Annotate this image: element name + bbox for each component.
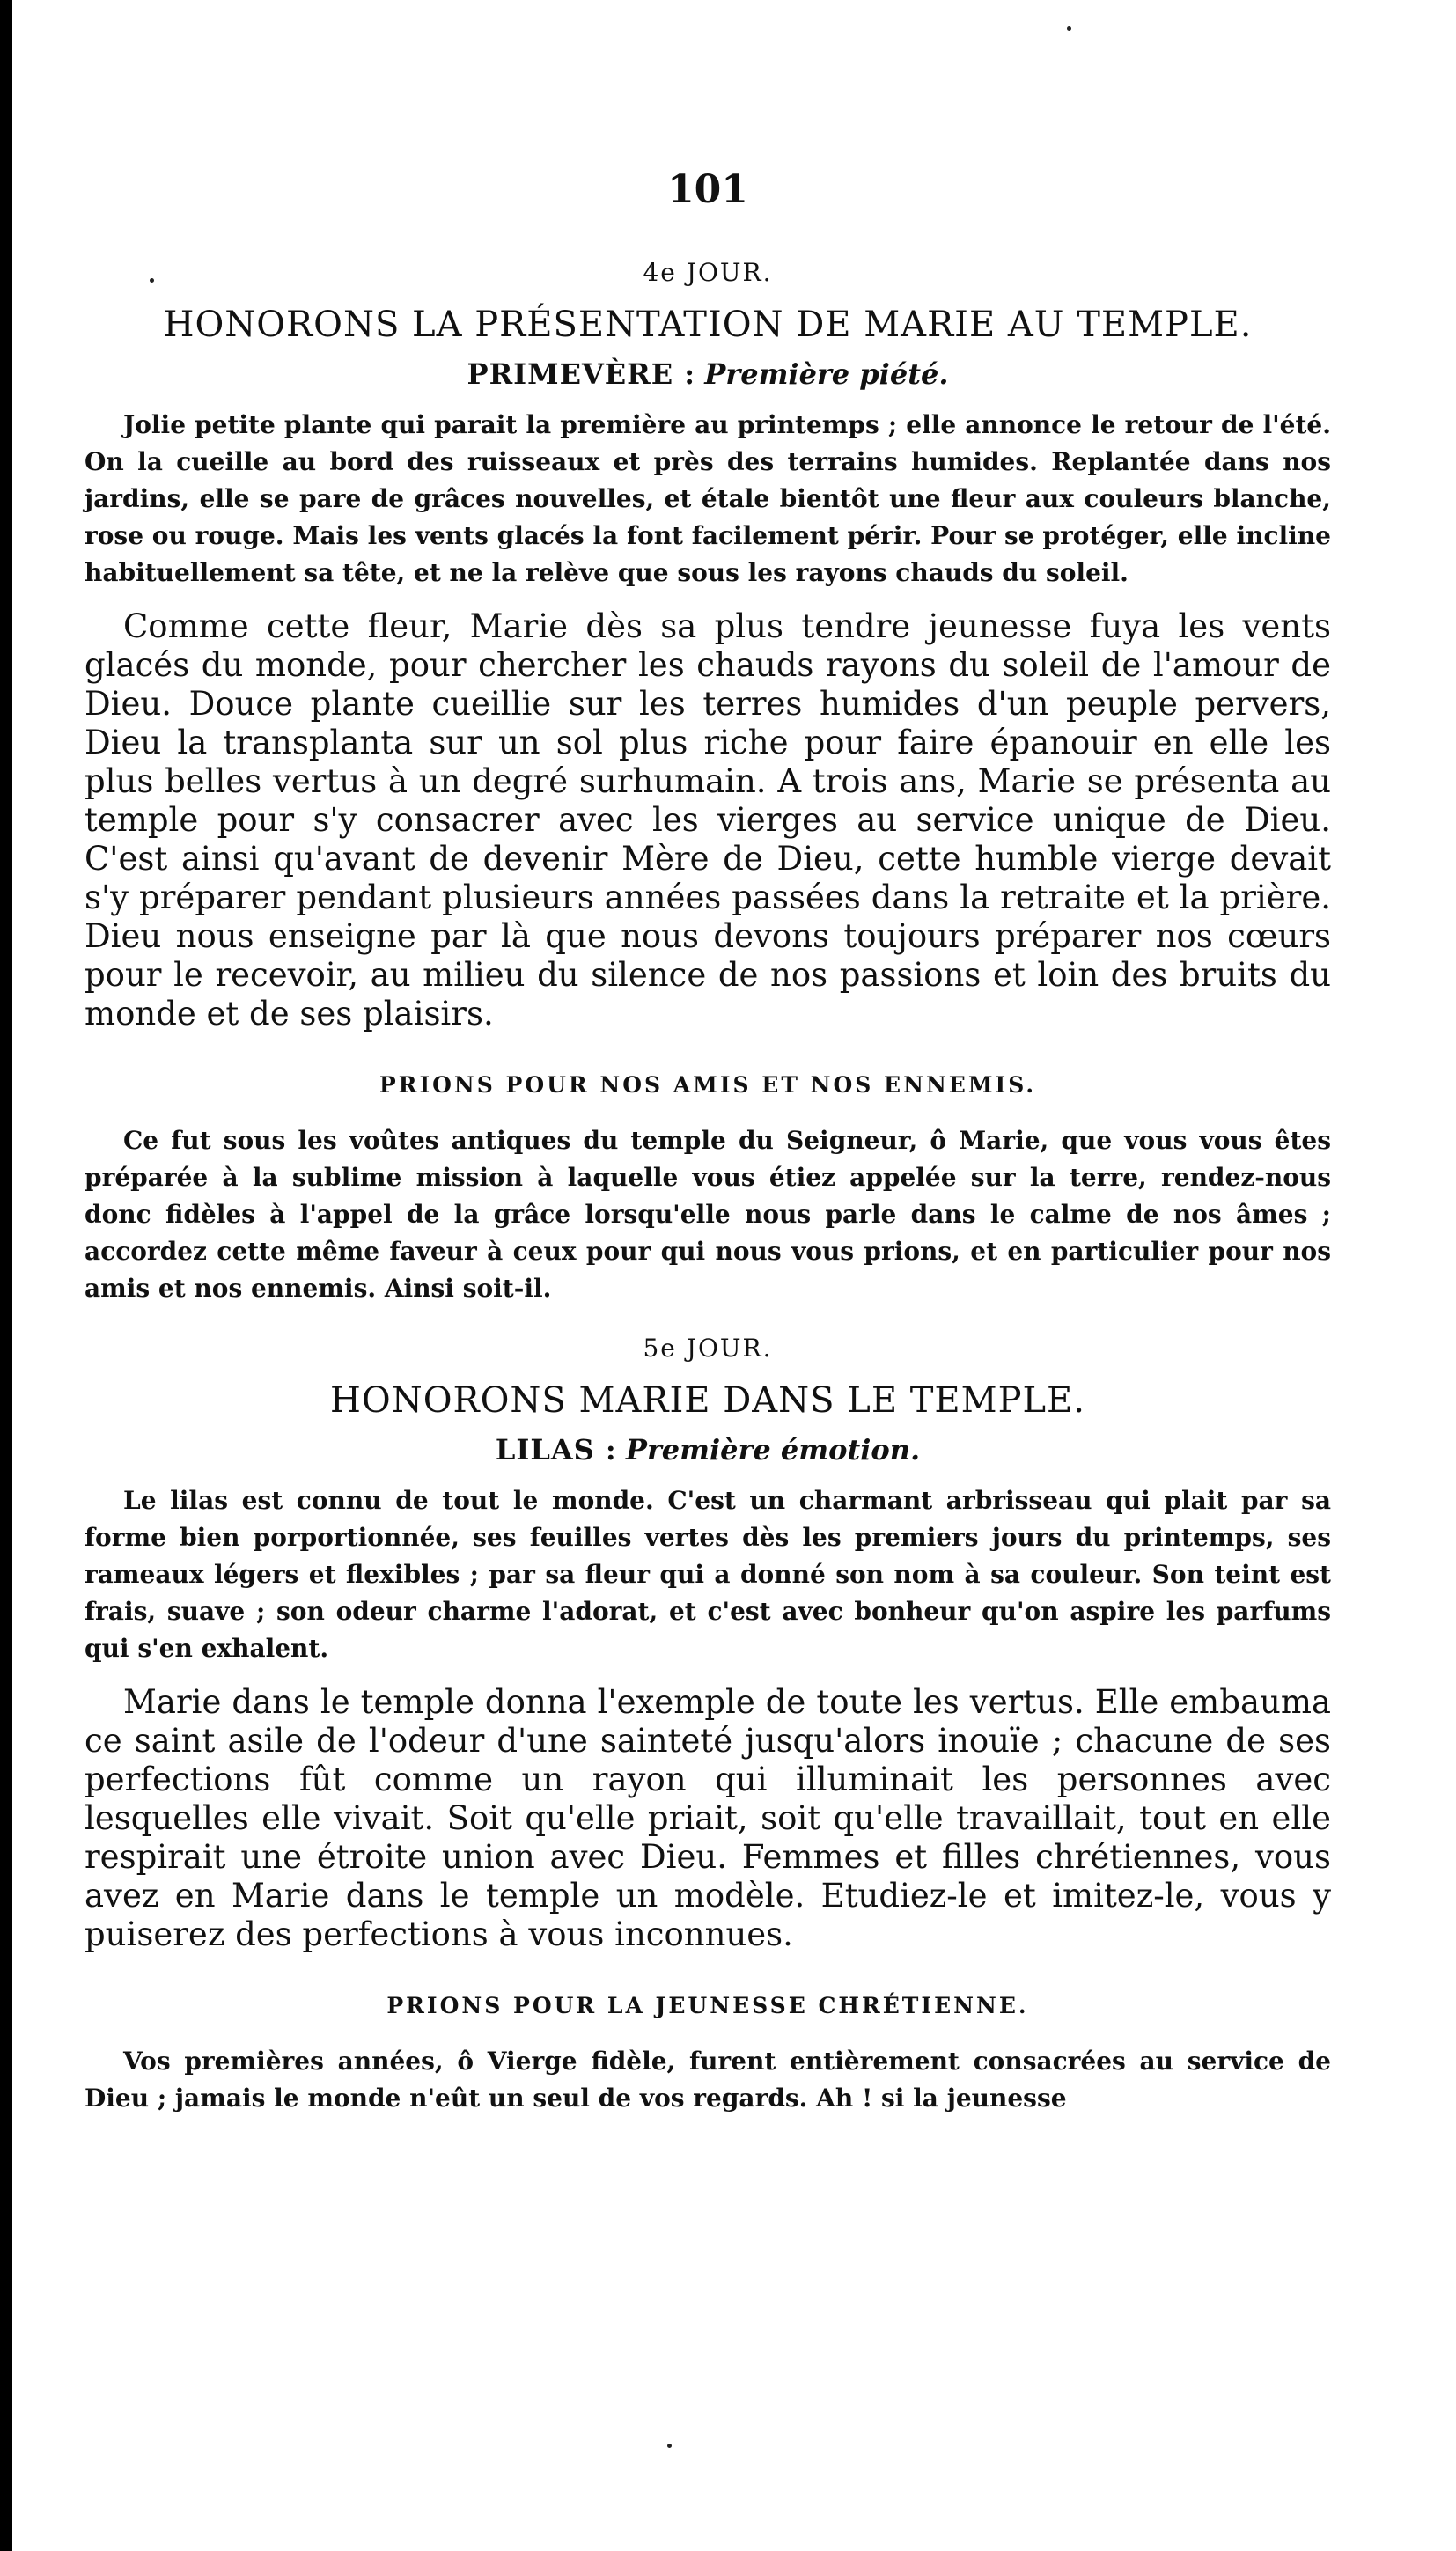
flower-meaning: Première émotion. — [625, 1433, 921, 1467]
prayer-paragraph: Ce fut sous les voûtes antiques du temple du Seigneur, ô Marie, que vous vous êtes préparée à la sublime mission à laquelle vous étiez appelée sur la terre, rendez-nous donc fidèles à l'appel de la grâce lorsqu'elle nous parle dans le calme de nos âmes ; accordez cette même faveur à ceux pour qui nous vous prions, et en particulier pour nos amis et nos ennemis. Ainsi soit-il. — [85, 1126, 1331, 1303]
page-number: 101 — [667, 167, 748, 212]
section-title: HONORONS MARIE DANS LE TEMPLE. — [330, 1380, 1085, 1421]
day-section-4 — [85, 258, 1331, 1307]
scan-speck — [150, 278, 154, 283]
flower-description: Jolie petite plante qui parait la première au printemps ; elle annonce le retour de l'été. On la cueille au bord des ruisseaux et près des terrains humides. Replantée dans nos jardins, elle se pare de grâces nouvelles, et étale bientôt une fleur aux couleurs blanche, rose ou rouge. Mais les vents glacés la font facilement périr. Pour se protéger, elle incline habituellement sa tête, et ne la relève que sous les rayons chauds du soleil. — [85, 410, 1331, 587]
flower-name: LILAS : — [495, 1433, 617, 1467]
flower-heading — [85, 1433, 1331, 1467]
prayer-title: PRIONS POUR NOS AMIS ET NOS ENNEMIS. — [379, 1072, 1037, 1098]
flower-name: PRIMEVÈRE : — [467, 357, 696, 391]
section-title: HONORONS LA PRÉSENTATION DE MARIE AU TEMPLE. — [163, 305, 1253, 345]
prayer-paragraph: Vos premières années, ô Vierge fidèle, furent entièrement consacrées au service de Dieu ; jamais le monde n'eût un seul de vos regards. Ah ! si la jeunesse — [85, 2047, 1331, 2113]
day-label: 5e JOUR. — [643, 1334, 773, 1363]
scan-speck — [667, 2444, 672, 2448]
flower-heading — [85, 357, 1331, 391]
day-section-5 — [85, 1334, 1331, 2117]
book-page — [85, 167, 1331, 2143]
scan-edge-border — [0, 0, 12, 2551]
prayer-title: PRIONS POUR LA JEUNESSE CHRÉTIENNE. — [386, 1993, 1029, 2018]
scan-speck — [1067, 26, 1071, 31]
meditation-paragraph: Comme cette fleur, Marie dès sa plus tendre jeunesse fuya les vents glacés du monde, pour chercher les chauds rayons du soleil de l'amour de Dieu. Douce plante cueillie sur les terres humides d'un peuple pervers, Dieu la transplanta sur un sol plus riche pour faire épanouir en elle les plus belles vertus à un degré surhumain. A trois ans, Marie se présenta au temple pour s'y consacrer avec les vierges au service unique de Dieu. C'est ainsi qu'avant de devenir Mère de Dieu, cette humble vierge devait s'y préparer pendant plusieurs années passées dans la retraite et la prière. Dieu nous enseigne par là que nous devons toujours préparer nos cœurs pour le recevoir, au milieu du silence de nos passions et loin des bruits du monde et de ses plaisirs. — [85, 607, 1331, 1033]
day-label: 4e JOUR. — [643, 258, 773, 287]
flower-description: Le lilas est connu de tout le monde. C'est un charmant arbrisseau qui plait par sa forme bien porportionnée, ses feuilles vertes dès les premiers jours du printemps, ses rameaux légers et flexibles ; par sa fleur qui a donné son nom à sa couleur. Son teint est frais, suave ; son odeur charme l'adorat, et c'est avec bonheur qu'on aspire les parfums qui s'en exhalent. — [85, 1486, 1331, 1663]
meditation-paragraph: Marie dans le temple donna l'exemple de toute les vertus. Elle embauma ce saint asile de l'odeur d'une sainteté jusqu'alors inouïe ; chacune de ses perfections fût comme un rayon qui illuminait les personnes avec lesquelles elle vivait. Soit qu'elle priait, soit qu'elle travaillait, tout en elle respirait une étroite union avec Dieu. Femmes et filles chrétiennes, vous avez en Marie dans le temple un modèle. Etudiez-le et imitez-le, vous y puiserez des perfections à vous inconnues. — [85, 1683, 1331, 1953]
flower-meaning: Première piété. — [704, 357, 949, 391]
